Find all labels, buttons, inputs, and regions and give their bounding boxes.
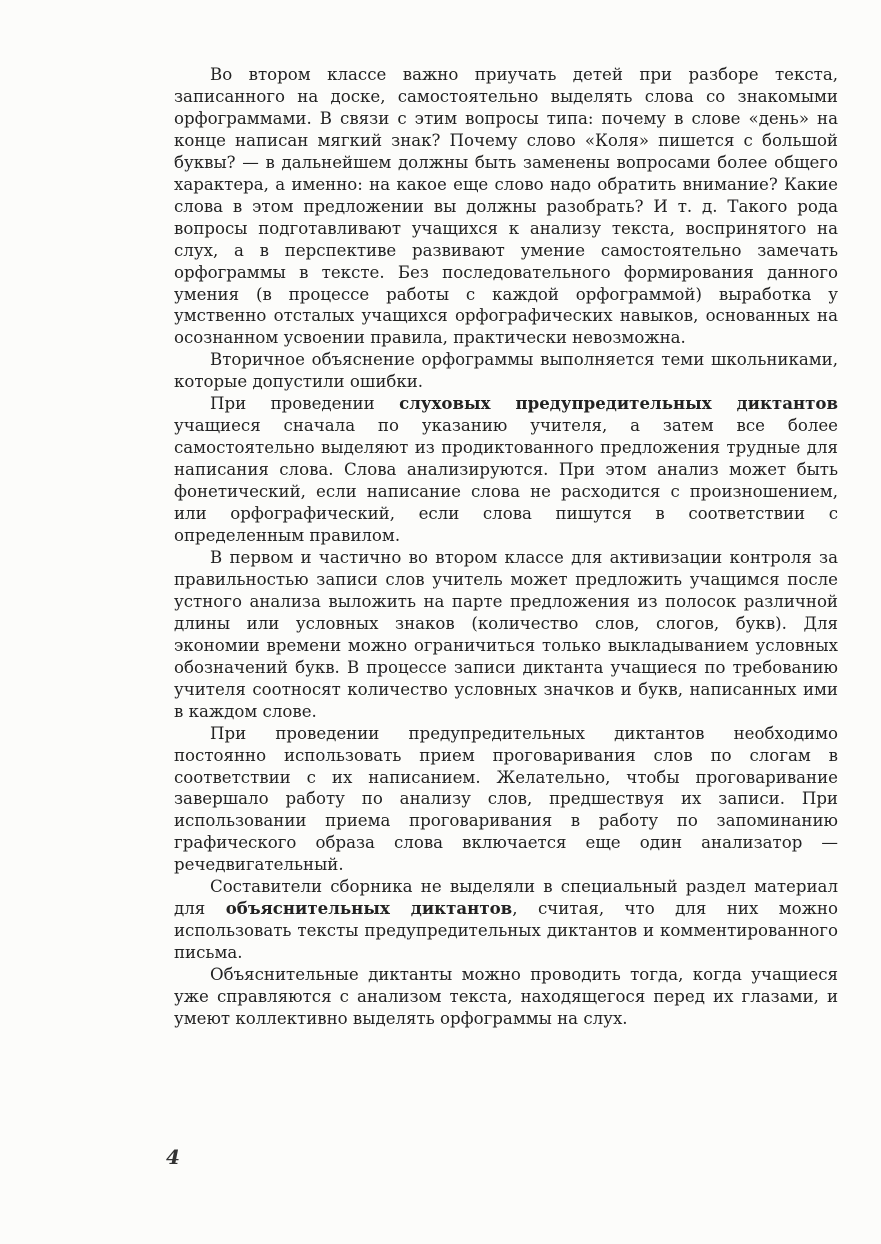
paragraph-3 — [174, 393, 838, 547]
paragraph-4: В первом и частично во втором классе для активизации контроля за правильностью записи слов учитель может предложить учащимся после устного анализа выложить на парте предложения из полосок различной длины или условных знаков (количество слов, слогов, букв). Для экономии времени можно ограничиться только выкладыванием условных обозначений букв. В процессе записи диктанта учащиеся по требованию учителя соотносят количество условных значков и букв, написанных ими в каждом слове. — [174, 547, 838, 721]
paragraph-3-after: учащиеся сначала по указанию учителя, а затем все более самостоятельно выделяют из продиктованного предложения трудные для написания слова. Слова анализируются. При этом анализ может быть фонетический, если написание слова не расходится с произношением, или орфографический, если слова пишутся в соответствии с определенным правилом. — [174, 416, 838, 546]
paragraph-6-after: , считая, что для них можно использовать тексты предупредительных диктантов и комментированного письма. — [174, 899, 838, 963]
paragraph-6 — [174, 876, 838, 964]
paragraph-3-before: При проведении — [210, 394, 400, 414]
term-explanatory-dictations: объяснительных диктантов — [225, 898, 513, 919]
paragraph-5: При проведении предупредительных диктантов необходимо постоянно использовать прием проговаривания слов по слогам в соответствии с их написанием. Желательно, чтобы проговаривание завершало работу по анализу слов, предшествуя их записи. При использовании приема проговаривания в работу по запоминанию графического образа слова включается еще один анализатор — речедвигательный. — [174, 723, 838, 875]
paragraph-7: Объяснительные диктанты можно проводить тогда, когда учащиеся уже справляются с анализом текста, находящегося перед их глазами, и умеют коллективно выделять орфограммы на слух. — [174, 965, 838, 1028]
term-auditory-warning-dictations: слуховых предупредительных диктантов — [399, 393, 838, 414]
body-text — [174, 64, 838, 1030]
paragraph-2: Вторичное объяснение орфограммы выполняется теми школьниками, которые допустили ошибки. — [174, 350, 838, 392]
paragraph-1: Во втором классе важно приучать детей при разборе текста, записанного на доске, самостоятельно выделять слова со знакомыми орфограммами. В связи с этим вопросы типа: почему в слове «день» на конце написан мягкий знак? Почему слово «Коля» пишется с большой буквы? — в дальнейшем должны быть заменены вопросами более общего характера, а именно: на какое еще слово надо обратить внимание? Какие слова в этом предложении вы должны разобрать? И т. д. Такого рода вопросы подготавливают учащихся к анализу текста, воспринятого на слух, а в перспективе развивают умение самостоятельно замечать орфограммы в тексте. Без последовательного формирования данного умения (в процессе работы с каждой орфограммой) выработка у умственно отсталых учащихся орфографических навыков, основанных на осознанном усвоении правила, практически невозможна. — [174, 65, 838, 348]
page-number: 4 — [166, 1145, 180, 1169]
paragraph-6-before: Составители сборника не выделяли в специальный раздел материал для — [174, 877, 838, 919]
